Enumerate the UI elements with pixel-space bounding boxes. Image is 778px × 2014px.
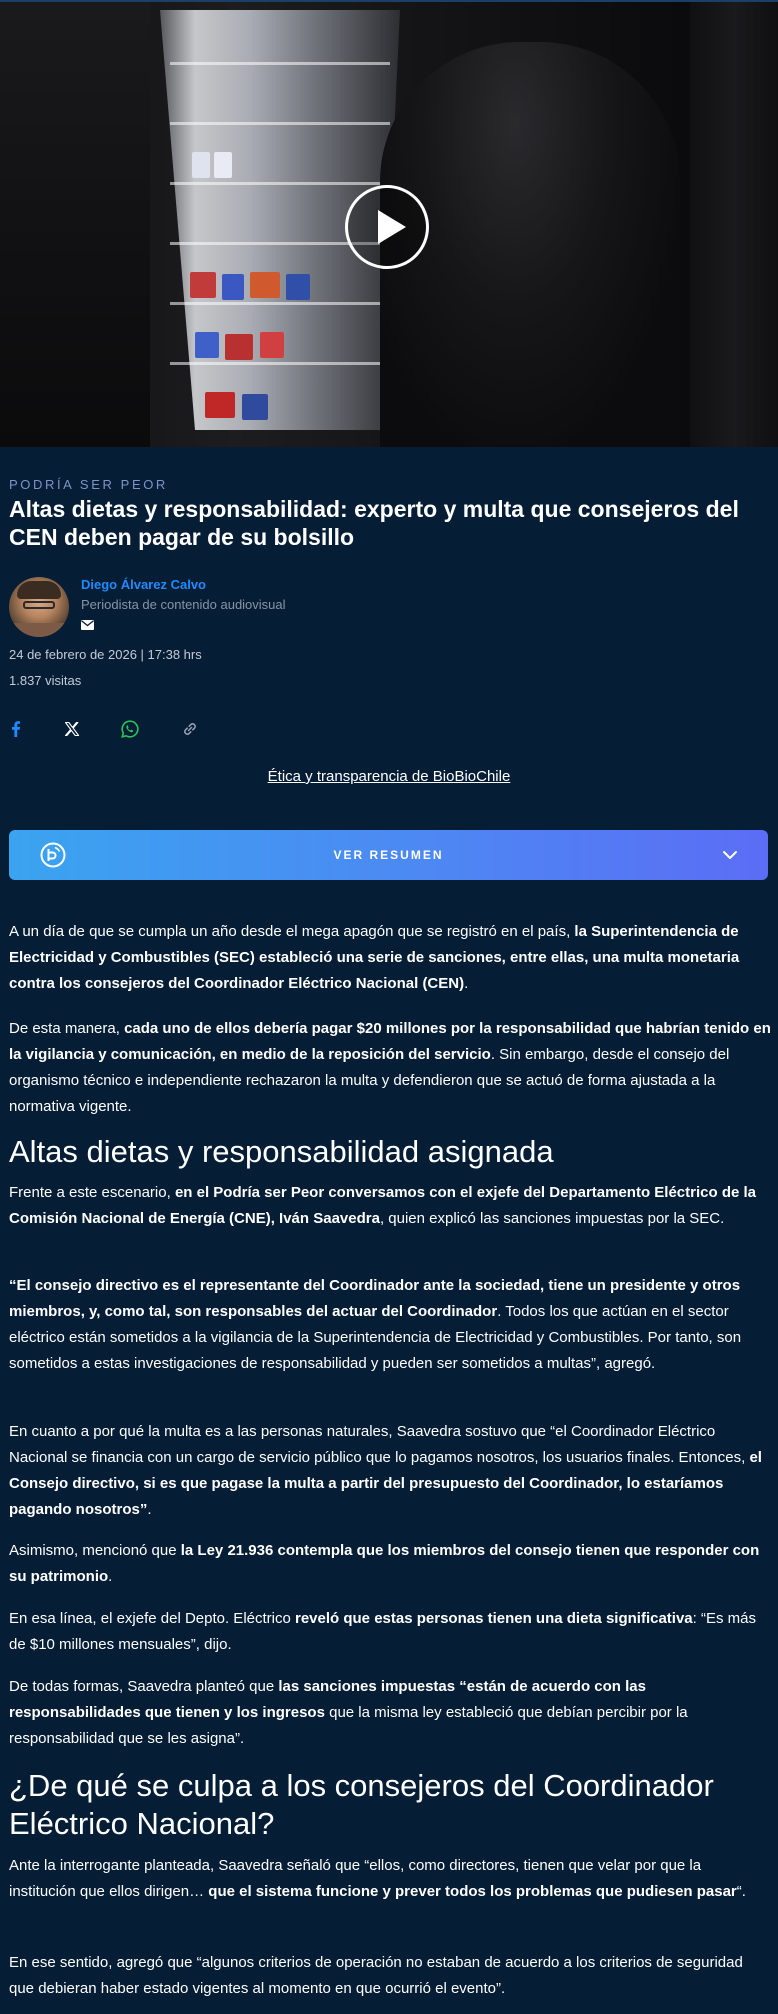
video-shelf <box>170 182 390 185</box>
section-heading: ¿De qué se culpa a los consejeros del Coordinador Eléctrico Nacional? <box>9 1768 714 1841</box>
video-shelf <box>170 302 390 305</box>
summary-label: VER RESUMEN <box>333 848 444 862</box>
author-avatar[interactable] <box>9 577 69 637</box>
text-run: De todas formas, Saavedra planteó que <box>9 1678 279 1695</box>
article-paragraph <box>9 1853 771 1905</box>
bold-run: en el Podría ser Peor conversamos con el exjefe del Departamento Eléctrico de la Comisión Nacional de Energía (CNE), Iván Saavedra <box>9 1184 757 1227</box>
video-product <box>192 152 210 178</box>
ethics-transparency-link[interactable]: Ética y transparencia de BioBioChile <box>267 768 511 785</box>
article-paragraph <box>9 1950 771 2002</box>
bold-run: reveló que estas personas tienen una dieta significativa <box>295 1610 693 1627</box>
video-product <box>260 332 284 358</box>
author-name-link[interactable]: Diego Álvarez Calvo <box>81 577 206 592</box>
article-title: Altas dietas y responsabilidad: experto y multa que consejeros del CEN deben pagar de su bolsillo <box>9 496 739 550</box>
video-product <box>190 272 216 298</box>
video-product <box>222 274 244 300</box>
visit-count: 1.837 visitas <box>9 673 82 688</box>
bold-run: la Superintendencia de Electricidad y Combustibles (SEC) estableció una serie de sanciones, entre ellas, una multa monetaria contra los consejeros del Coordinador Eléctrico Nacional (CEN) <box>9 923 740 992</box>
article-paragraph <box>9 1273 771 1377</box>
text-run: De esta manera, <box>9 1020 125 1037</box>
text-run: Frente a este escenario, <box>9 1184 175 1201</box>
text-run: En ese sentido, agregó que “algunos criterios de operación no estaban de acuerdo a los criterios de seguridad que debieran haber estado vigentes al momento en que ocurrió el evento”. <box>9 1954 743 1997</box>
bold-run: la Ley 21.936 contempla que los miembros del consejo tienen que responder con su patrimonio <box>9 1542 760 1585</box>
text-run: que la misma ley estableció que debían percibir por la responsabilidad que se les asigna”. <box>9 1704 688 1747</box>
section-kicker[interactable]: PODRÍA SER PEOR <box>9 477 168 492</box>
text-run: . <box>464 975 469 992</box>
bold-run: “El consejo directivo es el representante del Coordinador ante la sociedad, tiene un presidente y otros miembros, y, como tal, son responsables del actuar del Coordinador <box>9 1277 741 1320</box>
publish-date: 24 de febrero de 2026 | 17:38 hrs <box>9 647 202 662</box>
bold-run: el Consejo directivo, si es que pagase la multa a partir del presupuesto del Coordinador, lo estaríamos pagando nosotros” <box>9 1449 762 1518</box>
video-product <box>250 272 280 298</box>
article-paragraph <box>9 1674 771 1752</box>
text-run: Asimismo, mencionó que <box>9 1542 181 1559</box>
video-product <box>225 334 253 360</box>
video-shelf <box>170 362 390 365</box>
avatar-hair <box>17 581 61 599</box>
article-paragraph <box>9 1538 771 1590</box>
play-circle-icon[interactable] <box>345 185 429 269</box>
text-run: En cuanto a por qué la multa es a las personas naturales, Saavedra sostuvo que “el Coordinador Eléctrico Nacional se financia con un cargo de servicio público que lo pagamos nosotros, los usuarios finales. Entonces, <box>9 1423 750 1466</box>
video-pillar <box>690 2 778 447</box>
text-run: : “Es más de $10 millones mensuales”, dijo. <box>9 1610 756 1653</box>
video-player[interactable] <box>0 2 778 447</box>
article-paragraph <box>9 1419 771 1523</box>
article-paragraph <box>9 919 771 997</box>
text-run: “. <box>736 1883 746 1900</box>
article-paragraph <box>9 1606 771 1658</box>
video-product <box>195 332 219 358</box>
chevron-down-icon <box>722 848 738 862</box>
section-heading: Altas dietas y responsabilidad asignada <box>9 1134 554 1169</box>
article-paragraph <box>9 1180 771 1232</box>
bold-run: cada uno de ellos debería pagar $20 millones por la responsabilidad que habrían tenido en la vigilancia y comunicación, en medio de la reposición del servicio <box>9 1020 771 1063</box>
text-run: A un día de que se cumpla un año desde el mega apagón que se registró en el país, <box>9 923 575 940</box>
video-product <box>205 392 235 418</box>
whatsapp-icon[interactable] <box>120 719 140 739</box>
article-paragraph <box>9 1016 771 1120</box>
bold-run: que el sistema funcione y prever todos los problemas que pudiesen pasar <box>208 1883 737 1900</box>
video-shelf <box>170 62 390 65</box>
video-background <box>0 2 150 447</box>
avatar-glasses <box>23 601 55 609</box>
text-run: , quien explicó las sanciones impuestas por la SEC. <box>379 1210 725 1227</box>
video-product <box>286 274 310 300</box>
video-shelf <box>170 122 390 125</box>
video-product <box>214 152 232 178</box>
envelope-icon[interactable] <box>81 620 94 630</box>
text-run: Ante la interrogante planteada, Saavedra señaló que “ellos, como directores, tienen que velar por que la institución que ellos dirigen… <box>9 1857 702 1900</box>
text-run: . <box>108 1568 113 1585</box>
text-run: En esa línea, el exjefe del Depto. Eléctrico <box>9 1610 295 1627</box>
text-run: . Todos los que actúan en el sector eléctrico están sometidos a la vigilancia de la Superintendencia de Electricidad y Combustibles. Por tanto, son sometidos a estas investigaciones de responsabilidad y pueden ser sometidos a multas”, agregó. <box>9 1303 742 1372</box>
video-product <box>242 394 268 420</box>
text-run: . Sin embargo, desde el consejo del organismo técnico e independiente rechazaron la multa y defendieron que se actuó de forma ajustada a la normativa vigente. <box>9 1046 730 1115</box>
x-twitter-icon[interactable] <box>62 719 82 739</box>
copy-link-icon[interactable] <box>180 719 200 739</box>
author-role: Periodista de contenido audiovisual <box>81 597 286 612</box>
facebook-icon[interactable] <box>6 719 26 739</box>
summary-toggle-button[interactable] <box>9 830 768 880</box>
avatar-shirt <box>9 623 69 637</box>
bold-run: las sanciones impuestas “están de acuerdo con las responsabilidades que tienen y los ingresos <box>9 1678 646 1721</box>
text-run: . <box>147 1501 152 1518</box>
